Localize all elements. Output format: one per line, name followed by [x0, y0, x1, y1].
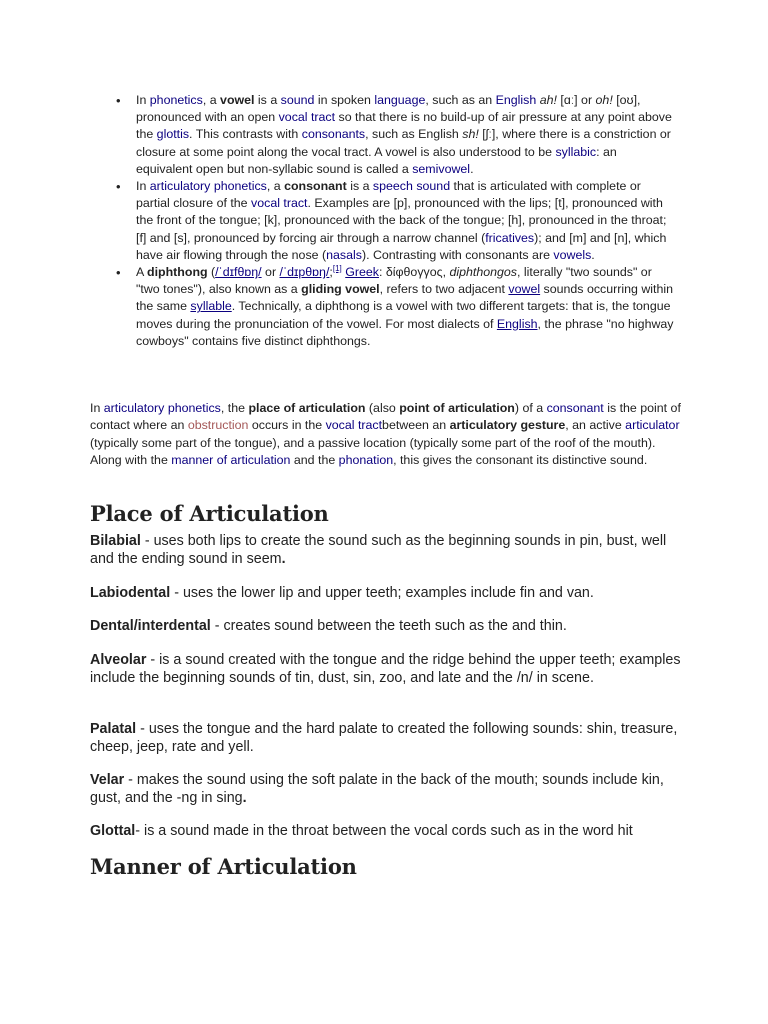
list-item-consonant: [116, 178, 676, 264]
definition-text: - uses both lips to create the sound such as the beginning sounds in pin, bust, well and the ending sound in seem: [90, 533, 667, 567]
definition-glottal: [90, 822, 690, 840]
definition-dental: [90, 617, 690, 635]
text: In: [90, 401, 104, 415]
text: In: [136, 93, 150, 107]
definition-tail: .: [281, 551, 286, 567]
link-phonation[interactable]: phonation: [338, 453, 394, 468]
text: between an: [382, 418, 450, 433]
link-syllable[interactable]: syllable: [190, 299, 232, 314]
term-vowel: vowel: [220, 93, 255, 107]
definition-text: - makes the sound using the soft palate in the back of the mouth; sounds include kin, gust, and the -ng in sing: [90, 772, 664, 806]
term-consonant: consonant: [284, 179, 347, 194]
heading-place-of-articulation: Place of Articulation: [90, 501, 329, 526]
text: , this gives the consonant its distinctive sound.: [393, 453, 648, 468]
definition-alveolar: [90, 651, 690, 687]
link-consonant[interactable]: consonant: [546, 401, 604, 415]
link-glottis[interactable]: glottis: [156, 127, 190, 142]
link-nasals[interactable]: nasals: [326, 247, 362, 262]
text: . Examples are [p], pronounced with the lips; [t], pronounced with the front of the tongue; [k], pronounced with the back of the tongue; [h], pronounced in the throat; [f] and [s], pronounced by forcing air through a narrow channel (: [136, 196, 667, 245]
definition-text: - is a sound made in the throat between the vocal cords such as in the word hit: [135, 823, 633, 839]
link-sound[interactable]: sound: [280, 93, 315, 107]
link-vocal-tract[interactable]: vocal tract: [278, 110, 336, 125]
text: ;: [329, 265, 333, 280]
term-diphthong: diphthong: [147, 265, 208, 280]
heading-manner-of-articulation: Manner of Articulation: [90, 854, 357, 879]
citation-link[interactable]: [1]: [332, 263, 342, 273]
definition-term: Dental/interdental: [90, 618, 211, 634]
definition-palatal: [90, 720, 690, 756]
link-vocal-tract[interactable]: vocal tract: [251, 196, 308, 211]
text: , the phrase "no highway cowboys" contains five distinct diphthongs.: [136, 316, 674, 348]
text: . This contrasts with: [189, 127, 302, 142]
text: ) of a: [514, 401, 547, 415]
definition-text: - creates sound between the teeth such as the and thin.: [210, 618, 567, 634]
text: or: [261, 265, 280, 280]
text: , an active: [565, 418, 626, 433]
link-fricatives[interactable]: fricatives: [485, 230, 535, 245]
definition-velar: [90, 771, 690, 807]
text: [ʃː], where there is a constriction or closure at some point along the vocal tract. A vowel is also understood to be: [136, 127, 671, 159]
link-speech-sound[interactable]: speech sound: [372, 179, 451, 194]
definition-term: Bilabial: [90, 533, 141, 549]
text: (also: [365, 401, 400, 415]
text: is a: [346, 179, 373, 194]
text: is a: [254, 93, 281, 107]
text: occurs in the: [248, 418, 326, 433]
link-manner-of-articulation[interactable]: manner of articulation: [171, 453, 291, 468]
text: , such as an: [425, 93, 496, 107]
link-articulator[interactable]: articulator: [625, 418, 680, 433]
greek-term: diphthongos: [449, 265, 517, 280]
link-semivowel[interactable]: semivowel: [412, 161, 471, 176]
text: , such as English: [365, 127, 463, 142]
text: . Technically, a diphthong is a vowel with two different targets: that is, the tongue moves during the pronunciation of the vowel. For most dialects of: [136, 299, 671, 331]
link-language[interactable]: language: [374, 93, 426, 107]
definition-text: - uses the tongue and the hard palate to created the following sounds: shin, treasure, cheep, jeep, rate and yell.: [90, 721, 678, 755]
term-place-of-articulation: place of articulation: [248, 401, 366, 415]
text: (: [207, 265, 216, 280]
definition-labiodental: [90, 584, 690, 602]
link-english[interactable]: English: [496, 316, 538, 331]
definition-term: Labiodental: [90, 585, 171, 601]
link-articulatory-phonetics[interactable]: articulatory phonetics: [103, 401, 221, 415]
link-vocal-tract[interactable]: vocal tract: [325, 418, 383, 433]
link-vowel[interactable]: vowel: [508, 282, 541, 297]
list-item-diphthong: [116, 264, 676, 350]
text: , the: [220, 401, 249, 415]
link-syllabic[interactable]: syllabic: [555, 144, 597, 159]
link-obstruction[interactable]: obstruction: [187, 418, 249, 433]
definition-term: Velar: [90, 772, 125, 788]
text: .: [591, 247, 595, 262]
text: ); and [m] and [n], which have air flowing through the nose (: [136, 230, 667, 262]
definition-tail: .: [242, 790, 247, 806]
text: , a: [266, 179, 285, 194]
text: , refers to two adjacent: [379, 282, 509, 297]
text: and the: [290, 453, 339, 468]
text: in spoken: [314, 93, 375, 107]
text: ). Contrasting with consonants are: [361, 247, 554, 262]
link-consonants[interactable]: consonants: [301, 127, 366, 142]
text: sounds occurring within the same: [136, 282, 674, 314]
definition-text: - uses the lower lip and upper teeth; examples include fin and van.: [170, 585, 594, 601]
term-gliding-vowel: gliding vowel: [301, 282, 380, 297]
text: [ɑː] or: [556, 93, 596, 107]
definition-text: - is a sound created with the tongue and the ridge behind the upper teeth; examples include the beginning sounds of tin, dust, sin, zoo, and late and the /n/ in scene.: [90, 652, 681, 686]
list-item-vowel: [116, 92, 676, 178]
text: (typically some part of the tongue), and a passive location (typically some part of the roof of the mouth). Along with the: [90, 435, 656, 468]
text: [oʊ], pronounced with an open: [136, 93, 641, 125]
definition-term: Alveolar: [90, 652, 147, 668]
text: that is articulated with complete or partial closure of the: [136, 179, 641, 211]
definition-term: Glottal: [90, 823, 136, 839]
text: : δίφθογγος,: [378, 265, 450, 280]
term-articulatory-gesture: articulatory gesture: [449, 418, 566, 433]
link-phonetics[interactable]: phonetics: [149, 93, 203, 107]
link-ipa-dipthong[interactable]: /ˈdɪpθɒŋ/: [279, 265, 330, 280]
example-ah: ah!: [539, 93, 557, 107]
link-greek[interactable]: Greek: [345, 265, 379, 280]
example-sh: sh!: [462, 127, 479, 142]
link-english[interactable]: English: [495, 93, 537, 107]
example-oh: oh!: [595, 93, 613, 107]
intro-paragraph: [90, 400, 682, 470]
definition-term: Palatal: [90, 721, 137, 737]
link-vowels[interactable]: vowels: [553, 247, 592, 262]
definitions-list: [116, 92, 676, 350]
text: is the point of contact where an: [90, 401, 681, 433]
definition-bilabial: [90, 532, 690, 568]
term-point-of-articulation: point of articulation: [399, 401, 515, 415]
text: , literally "two sounds" or "two tones"), also known as a: [136, 265, 652, 297]
text: .: [470, 161, 474, 176]
text: : an equivalent open but non-syllabic sound is called a: [136, 144, 617, 176]
link-ipa-difthong[interactable]: /ˈdɪfθɒŋ/: [215, 265, 262, 280]
text: In: [136, 179, 150, 194]
text: A: [136, 265, 148, 280]
text: , a: [202, 93, 221, 107]
link-articulatory-phonetics[interactable]: articulatory phonetics: [149, 179, 267, 194]
text: so that there is no build-up of air pressure at any point above the: [136, 110, 672, 142]
